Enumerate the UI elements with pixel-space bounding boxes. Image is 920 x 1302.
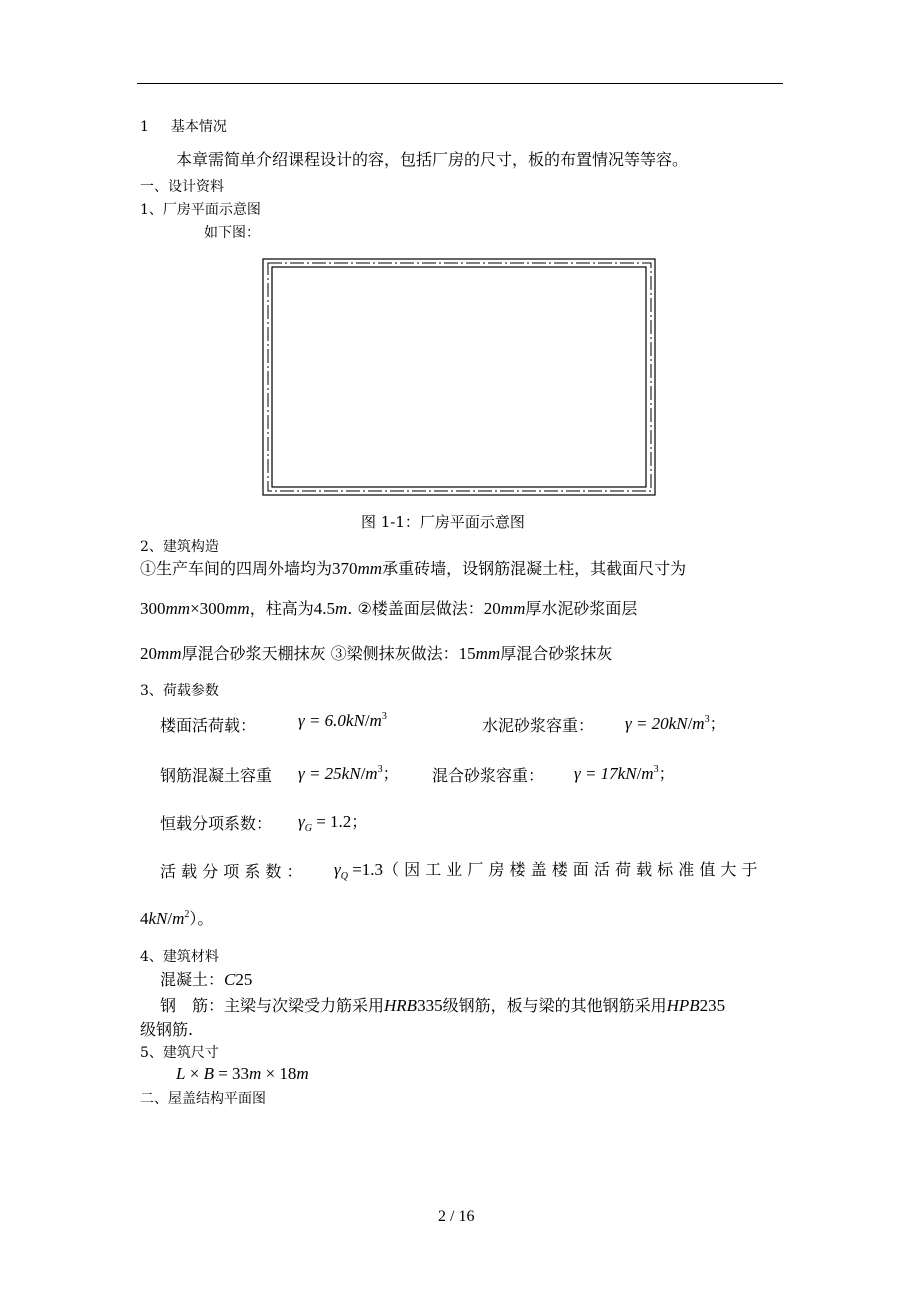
text-run: 级钢筋，板与梁的其他钢筋采用 <box>442 996 667 1015</box>
text-run: 钢 筋：主梁与次梁受力筋采用 <box>160 996 385 1015</box>
text-run: 混凝土： <box>160 970 225 989</box>
live-load-factor-label: 活 载 分 项 系 数 ： <box>160 862 303 881</box>
grade-letter: C <box>224 970 236 989</box>
exponent: 3 <box>653 764 659 775</box>
load-label-concrete: 钢筋混凝土容重 <box>160 766 273 785</box>
unit-kn: kN <box>341 764 361 783</box>
unit-m: m <box>365 764 378 783</box>
slash: / <box>167 909 173 928</box>
width-value: × 18 <box>261 1064 297 1083</box>
punct: ； <box>382 764 399 783</box>
unit-mm: mm <box>357 559 383 578</box>
value-300: 300 <box>140 599 166 618</box>
unit-m: m <box>692 714 705 733</box>
load-value-concrete <box>298 761 399 784</box>
text-run: . ②楼盖面层做法： <box>347 599 484 618</box>
live-load-factor-value <box>334 857 758 882</box>
text-run: （ 因 工 业 厂 房 楼 盖 楼 面 活 荷 载 标 准 值 大 于 <box>383 860 758 879</box>
building-dimensions <box>176 1064 309 1084</box>
unit-m: m <box>249 1064 262 1083</box>
load-value-cement <box>625 711 726 734</box>
exponent: 3 <box>704 714 710 725</box>
dead-load-factor-value <box>298 809 367 834</box>
gamma-symbol: γ <box>298 812 305 831</box>
value-4: 4 <box>140 909 149 928</box>
unit-kn: kN <box>148 909 168 928</box>
item4-heading: 4、建筑材料 <box>140 949 219 965</box>
dim-b: B <box>203 1064 214 1083</box>
factor-value: = 1.2 <box>311 812 352 831</box>
gamma-expr: γ = 20 <box>625 714 669 733</box>
header-rule <box>137 83 783 84</box>
text-run: 厚混合砂浆抹灰 <box>500 644 613 663</box>
load-label-live: 楼面活荷载： <box>160 716 257 735</box>
part-one-heading: 一、设计资料 <box>140 179 224 195</box>
unit-kn: kN <box>345 711 365 730</box>
load-value-live <box>298 711 387 731</box>
subscript: Q <box>340 871 348 882</box>
unit-m: m <box>369 711 382 730</box>
rebar-type: HPB <box>666 996 700 1015</box>
slash: / <box>687 714 693 733</box>
value-20: 20 <box>483 599 501 618</box>
construction-line-3 <box>140 641 612 664</box>
slash: / <box>360 764 366 783</box>
unit-m: m <box>296 1064 309 1083</box>
rebar-type: HRB <box>384 996 418 1015</box>
construction-line-1 <box>140 556 686 579</box>
text-run: 承重砖墙，设钢筋混凝土柱，其截面尺寸为 <box>382 559 687 578</box>
item2-heading: 2、建筑构造 <box>140 539 219 555</box>
unit-kn: kN <box>668 714 688 733</box>
subscript: G <box>304 823 312 834</box>
text-run: ，柱高为 <box>249 599 314 618</box>
punct: ； <box>351 812 368 831</box>
unit-m: m <box>641 764 654 783</box>
construction-line-2 <box>140 596 637 619</box>
text-run: 厚水泥砂浆面层 <box>525 599 638 618</box>
load-label-mortar: 混合砂浆容重： <box>432 766 545 785</box>
text-run: 厚混合砂浆天棚抹灰 ③梁侧抹灰做法： <box>181 644 459 663</box>
length-value: = 33 <box>213 1064 250 1083</box>
axis-line <box>268 263 651 491</box>
dim-l: L <box>176 1064 186 1083</box>
exponent: 3 <box>381 711 387 722</box>
unit-m: m <box>172 909 185 928</box>
value-4-5: 4.5 <box>313 599 335 618</box>
gamma-expr: γ = 17 <box>574 764 618 783</box>
grade-number: 25 <box>235 970 253 989</box>
live-load-threshold <box>140 906 213 929</box>
unit-kn: kN <box>617 764 637 783</box>
value-15: 15 <box>458 644 476 663</box>
material-rebar <box>160 993 725 1016</box>
text-run: ①生产车间的四周外墙均为 <box>140 559 333 578</box>
item3-heading: 3、荷载参数 <box>140 683 219 699</box>
material-concrete <box>160 967 252 990</box>
intro-paragraph: 本章需简单介绍课程设计的容，包括厂房的尺寸，板的布置情况等等容。 <box>176 150 689 169</box>
punct: ； <box>658 764 675 783</box>
inner-wall-line <box>272 267 646 487</box>
item5-heading: 5、建筑尺寸 <box>140 1045 219 1061</box>
rebar-grade: 235 <box>699 996 726 1015</box>
times-sign: × <box>190 599 200 618</box>
dead-load-factor-label: 恒载分项系数： <box>160 814 273 833</box>
exponent: 2 <box>184 909 190 920</box>
times-sign: × <box>185 1064 204 1083</box>
page-number: 2 / 16 <box>438 1208 475 1225</box>
gamma-expr: γ = 6.0 <box>298 711 346 730</box>
load-value-mortar <box>574 761 675 784</box>
load-label-cement: 水泥砂浆容重： <box>482 716 595 735</box>
slash: / <box>636 764 642 783</box>
exponent: 3 <box>377 764 383 775</box>
value-20: 20 <box>140 644 157 663</box>
gamma-expr: γ = 25 <box>298 764 342 783</box>
slash: / <box>364 711 370 730</box>
unit-m: m <box>334 599 348 618</box>
floor-plan-figure <box>262 258 656 496</box>
punct: ； <box>709 714 726 733</box>
material-rebar-cont: 级钢筋. <box>140 1020 194 1039</box>
section-title: 基本情况 <box>170 119 227 135</box>
unit-mm: mm <box>475 644 501 663</box>
unit-mm: mm <box>225 599 250 618</box>
item1-note: 如下图： <box>204 225 260 241</box>
unit-mm: mm <box>165 599 191 618</box>
gamma-symbol: γ <box>334 860 341 879</box>
item1-heading: 1、厂房平面示意图 <box>140 202 261 218</box>
rebar-grade: 335 <box>417 996 443 1015</box>
value-300: 300 <box>199 599 226 618</box>
section-number: 1 <box>140 119 149 135</box>
factor-value: =1.3 <box>347 860 384 879</box>
figure-caption: 图 1-1：厂房平面示意图 <box>361 513 525 531</box>
value-370: 370 <box>332 559 358 578</box>
unit-mm: mm <box>500 599 526 618</box>
text-run: ）。 <box>189 909 214 928</box>
unit-mm: mm <box>157 644 182 663</box>
part-two-heading: 二、屋盖结构平面图 <box>140 1091 266 1107</box>
section-heading <box>140 116 227 136</box>
outer-wall-line <box>263 259 655 495</box>
